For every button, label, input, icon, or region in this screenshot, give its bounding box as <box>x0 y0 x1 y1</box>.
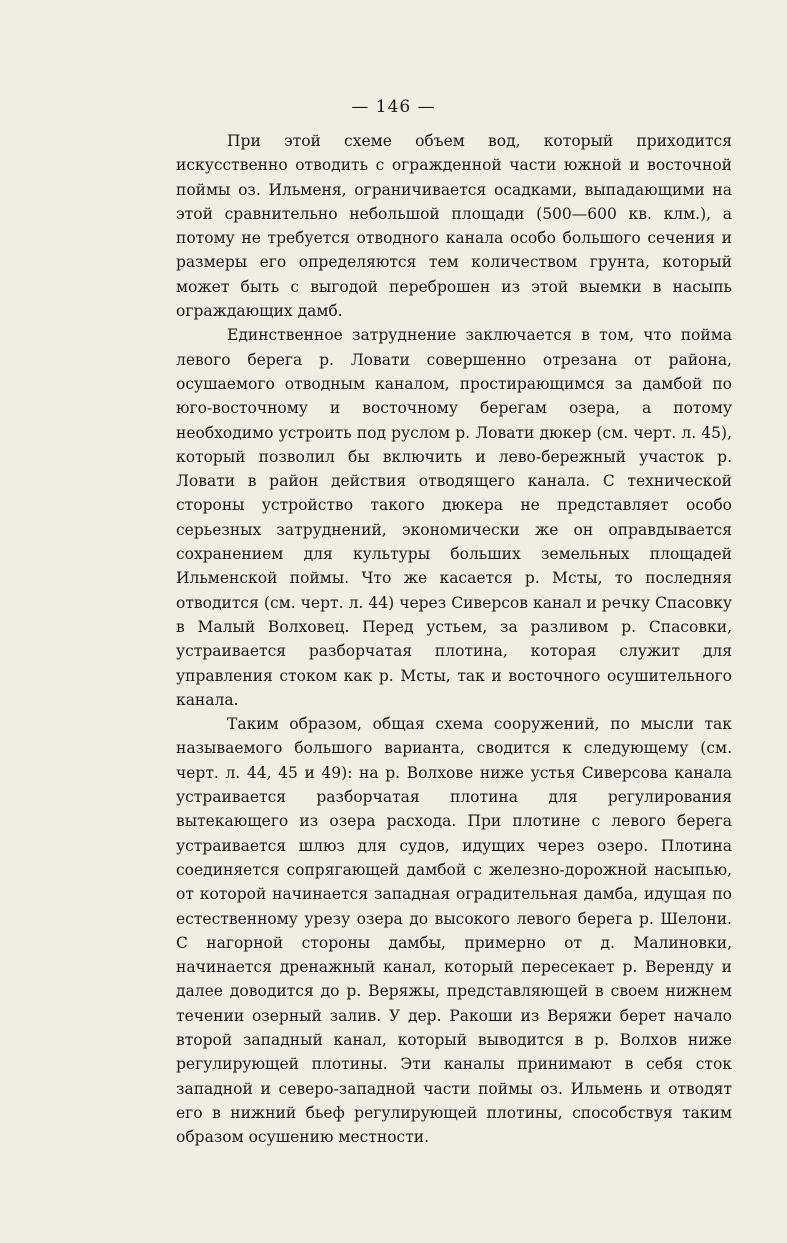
page-number: — 146 — <box>351 97 436 117</box>
paragraph-1: При этой схеме объем вод, который приходится искусственно отводить с огражденной части южной и восточной поймы оз. Ильменя, ограничивается осадками, выпадающими на этой сравнительно небольшой площади (500—600 кв. клм.), а потому не требуется отводного канала особо большого сечения и размеры его определяются тем количеством грунта, который может быть с выгодой переброшен из этой выемки в насыпь ограждающих дамб. <box>176 132 732 321</box>
paragraph-2: Единственное затруднение заключается в том, что пойма левого берега р. Ловати совершенно отрезана от района, осушаемого отводным каналом, простирающимся за дамбой по юго-восточному и восточному берегам озера, а потому необходимо устроить под руслом р. Ловати дюкер (см. черт. л. 45), который позволил бы включить и лево-бережный участок р. Ловати в район действия отводящего канала. С технической стороны устройство такого дюкера не представляет особо серьезных затруднений, экономически же он оправдывается сохранением для культуры больших земельных площадей Ильменской поймы. Что же касается р. Мсты, то последняя отводится (см. черт. л. 44) через Сиверсов канал и речку Спасовку в Малый Волховец. Перед устьем, за разливом р. Спасовки, устраивается разборчатая плотина, которая служит для управления стоком как р. Мсты, так и восточного осушительного канала. <box>176 326 732 709</box>
paragraph-3: Таким образом, общая схема сооружений, по мысли так называемого большого варианта, сводится к следующему (см. черт. л. 44, 45 и 49): на р. Волхове ниже устья Сиверсова канала устраивается разборчатая плотина для регулирования вытекающего из озера расхода. При плотине с левого берега устраивается шлюз для судов, идущих через озеро. Плотина соединяется сопрягающей дамбой с железно-дорожной насыпью, от которой начинается западная оградительная дамба, идущая по естественному урезу озера до высокого левого берега р. Шелони. С нагорной стороны дамбы, примерно от д. Малиновки, начинается дренажный канал, который пересекает р. Веренду и далее доводится до р. Веряжы, представляющей в своем нижнем течении озерный залив. У дер. Ракоши из Веряжи берет начало второй западный канал, который выводится в р. Волхов ниже регулирующей плотины. Эти каналы принимают в себя сток западной и северо-западной части поймы оз. Ильмень и отводят его в нижний бьеф регулирующей плотины, способствуя таким образом осушению местности. <box>176 715 732 1147</box>
body-text <box>176 129 732 1149</box>
